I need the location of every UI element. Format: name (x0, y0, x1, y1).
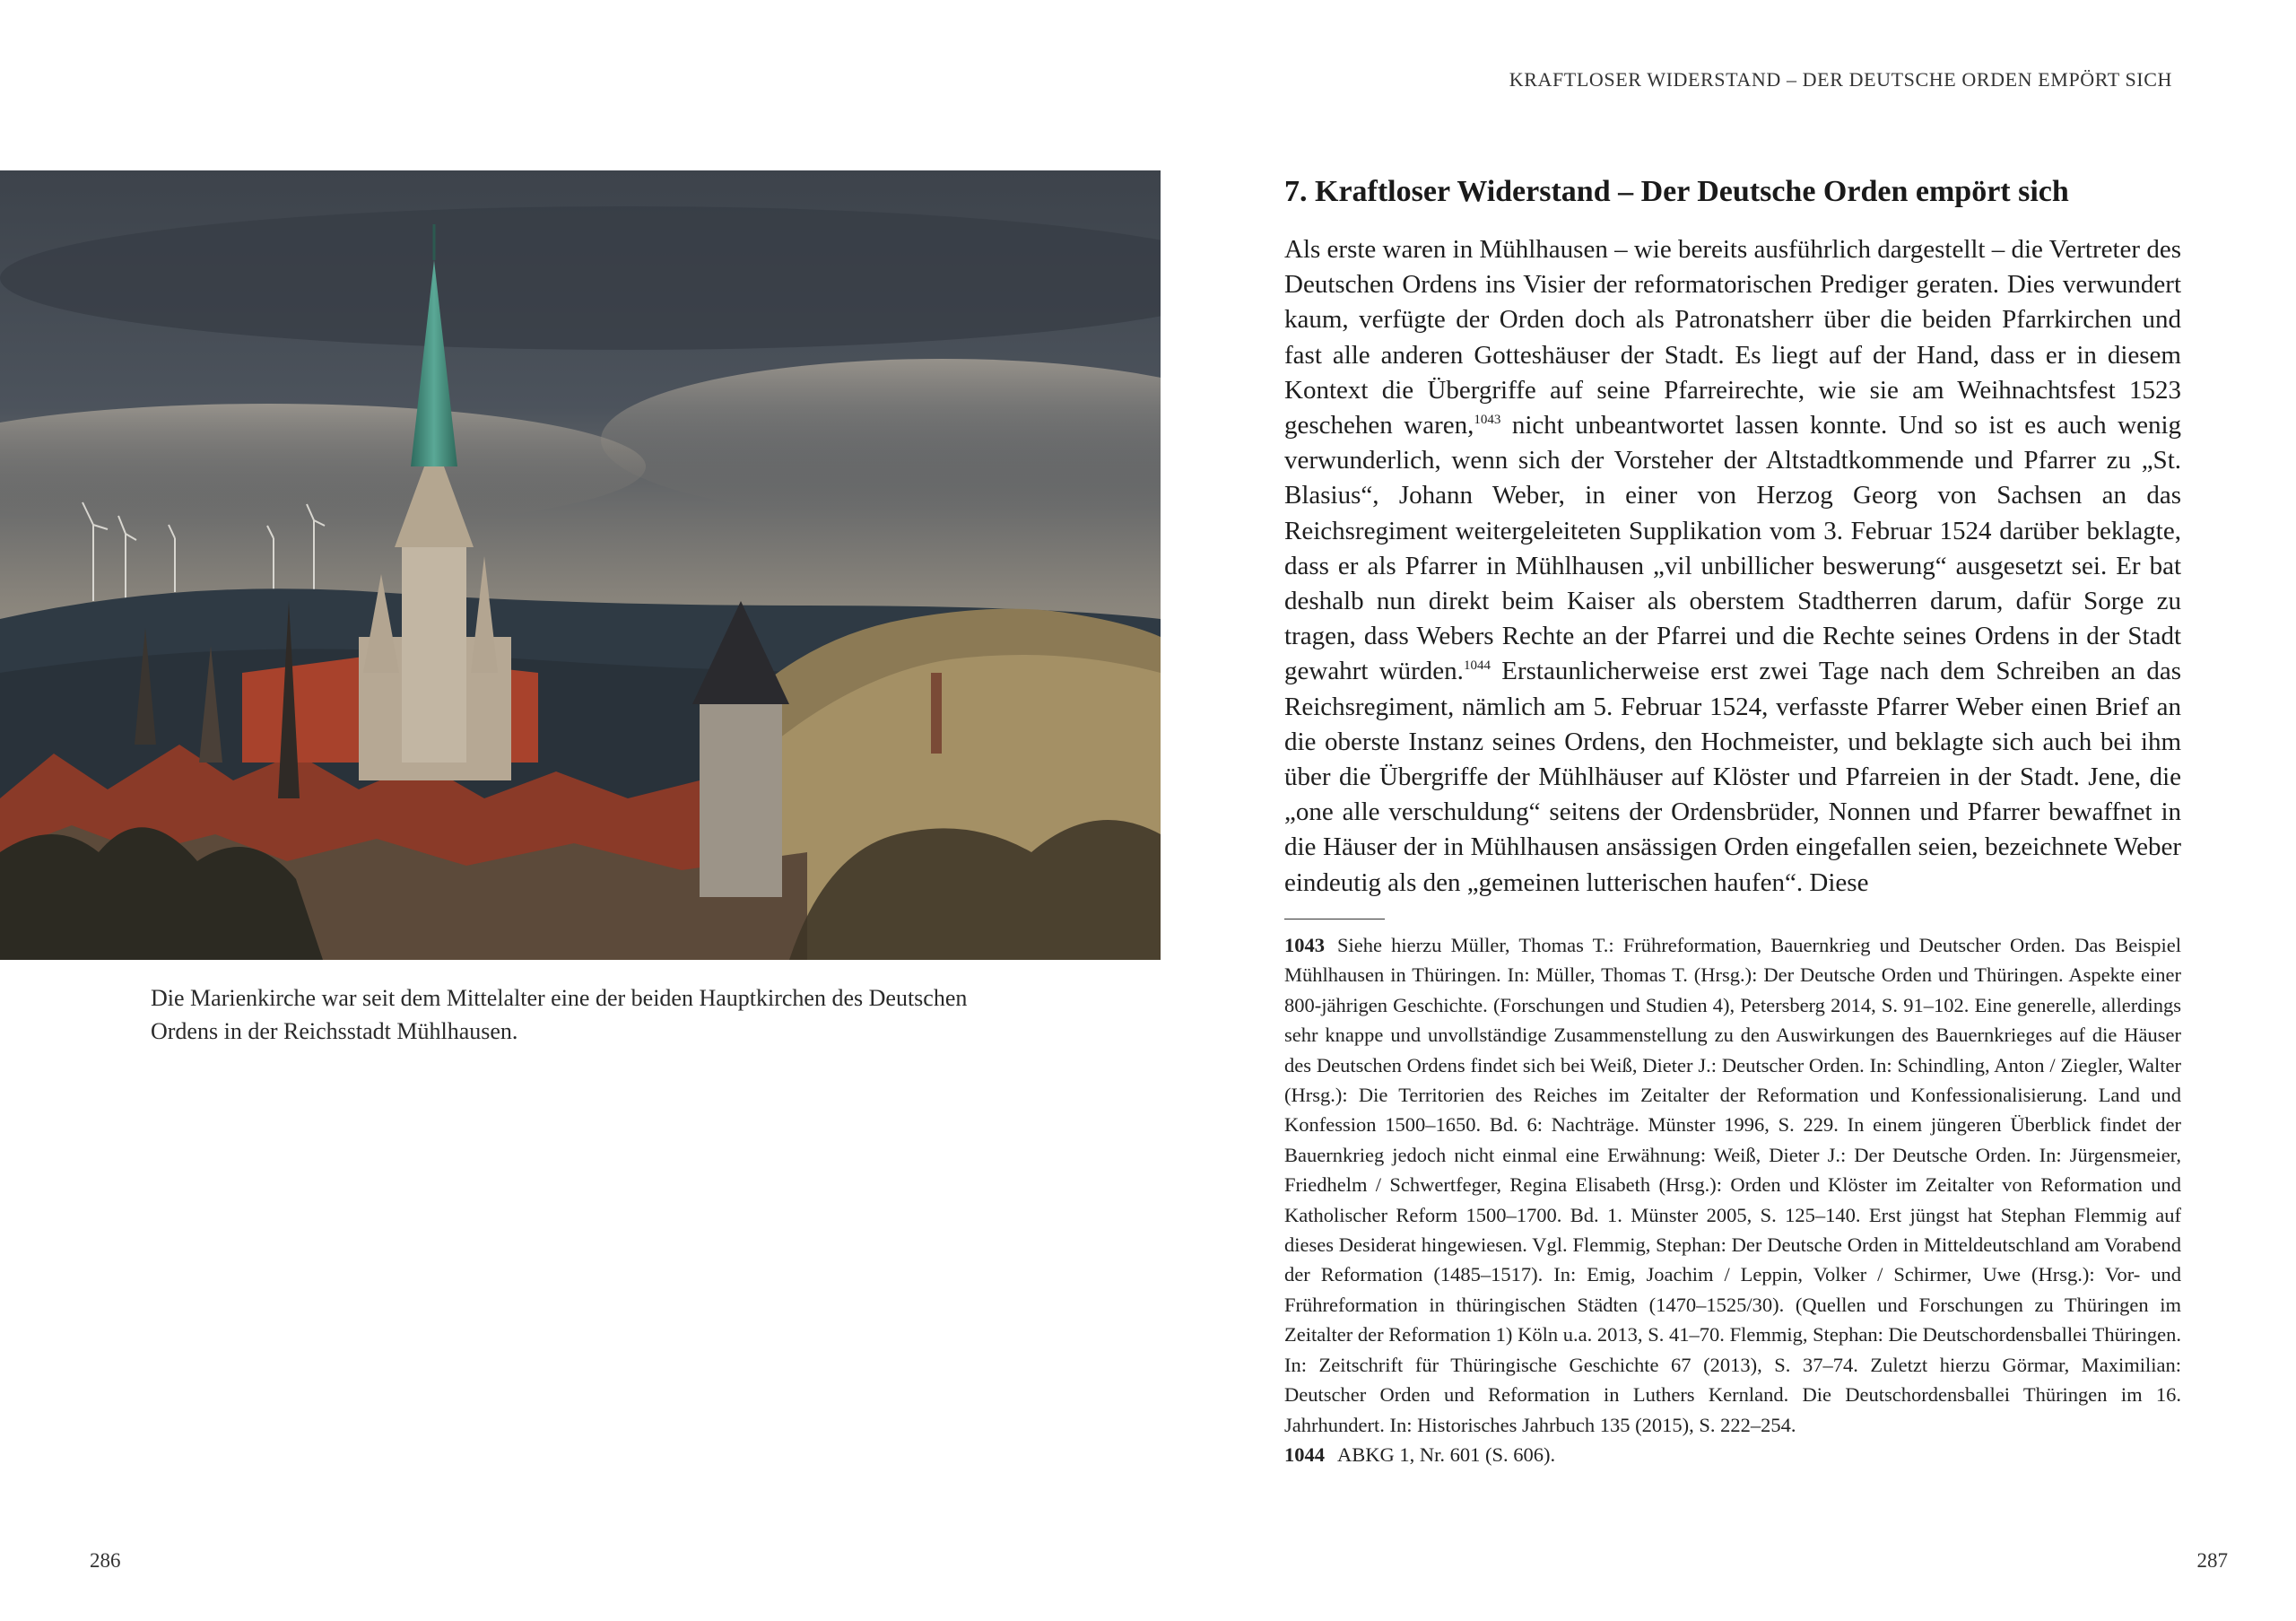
body-text (1284, 232, 2181, 901)
footnote-ref-1044[interactable]: 1044 (1463, 658, 1491, 674)
marienkirche-photo (0, 170, 1161, 960)
footnote-1044 (1284, 1440, 2181, 1469)
page-number-left: 286 (90, 1549, 121, 1572)
body-paragraph-part-3: Erstaunlicherweise erst zwei Tage nach dem Schreiben an das Reichsregiment, nämlich am 5. Februar 1524, verfasste Pfarrer Weber einen Brief an die oberste Instanz seines Ordens, den Hochmeister, und beklagte sich auch bei ihm über die Übergriffe der Mühlhäuser auf Klöster und Pfarreien in der Stadt. Jene, die „one alle verschuldung“ seitens der Ordensbrüder, Nonnen und Pfarrer bewaffnet in die Häuser der in Mühlhausen ansässigen Orden eingefallen seien, bezeichnete Weber eindeutig als den „gemeinen lutterischen haufen“. Diese (1284, 657, 2182, 897)
footnote-number: 1043 (1284, 934, 1325, 956)
page-number-right: 287 (2196, 1549, 2228, 1572)
footnote-ref-1043[interactable]: 1043 (1474, 413, 1501, 428)
photo-caption: Die Marienkirche war seit dem Mittelalter eine der beiden Hauptkirchen des Deutschen Ordens in der Reichsstadt Mühlhausen. (151, 985, 968, 1044)
body-paragraph-part-2: nicht unbeantwortet lassen konnte. Und so ist es auch wenig verwunderlich, wenn sich der Vorsteher der Altstadtkommende und Pfarrer zu „St. Blasius“, Johann Weber, in einer von Herzog Georg von Sachsen an das Reichsregiment weitergeleiteten Supplikation vom 3. Februar 1524 darüber beklagte, dass er als Pfarrer in Mühlhausen „vil unbillicher beswerung“ ausgesetzt sei. Er bat deshalb nun direkt beim Kaiser als oberstem Stadtherren darum, dafür Sorge zu tragen, dass Webers Rechte an der Pfarrei und die Rechte seines Ordens in der Stadt gewahrt würden. (1284, 411, 2181, 686)
body-paragraph-part-1: Als erste waren in Mühlhausen – wie bereits ausführlich dargestellt – die Vertreter des Deutschen Ordens ins Visier der reformatorischen Prediger geraten. Dies verwundert kaum, verfügte der Orden doch als Patronatsherr über die beiden Pfarrkirchen und fast alle anderen Gotteshäuser der Stadt. Es liegt auf der Hand, dass er in diesem Kontext die Übergriffe auf seine Pfarreirechte, wie sie am Weihnachtsfest 1523 geschehen waren, (1284, 235, 2181, 440)
running-header: KRAFTLOSER WIDERSTAND – DER DEUTSCHE ORDEN EMPÖRT SICH (1509, 68, 2172, 91)
footnote-number: 1044 (1284, 1442, 1325, 1466)
footnote-1043 (1284, 930, 2181, 1440)
footnote-text: ABKG 1, Nr. 601 (S. 606). (1337, 1442, 1556, 1466)
chapter-title: 7. Kraftloser Widerstand – Der Deutsche Orden empört sich (1284, 174, 2069, 208)
footnotes (1284, 930, 2181, 1469)
footnote-text: Siehe hierzu Müller, Thomas T.: Frühreformation, Bauernkrieg und Deutscher Orden. Das Beispiel Mühlhausen in Thüringen. In: Müller, Thomas T. (Hrsg.): Der Deutsche Orden und Thüringen. Aspekte einer 800-jährigen Geschichte. (Forschungen und Studien 4), Petersberg 2014, S. 91–102. Eine generelle, allerdings sehr knappe und unvollständige Zusammenstellung zu den Auswirkungen des Bauernkrieges auf die Häuser des Deutschen Ordens findet sich bei Weiß, Dieter J.: Deutscher Orden. In: Schindling, Anton / Ziegler, Walter (Hrsg.): Die Territorien des Reiches im Zeitalter der Reformation und Konfessionalisierung. Land und Konfession 1500–1650. Bd. 6: Nachträge. Münster 1996, S. 229. In einem jüngeren Überblick findet der Bauernkrieg jedoch nicht einmal eine Erwähnung: Weiß, Dieter J.: Der Deutsche Orden. In: Jürgensmeier, Friedhelm / Schwertfeger, Regina Elisabeth (Hrsg.): Orden und Klöster im Zeitalter von Reformation und Katholischer Reform 1500–1700. Bd. 1. Münster 2005, S. 125–140. Erst jüngst hat Stephan Flemmig auf dieses Desiderat hingewiesen. Vgl. Flemmig, Stephan: Der Deutsche Orden in Mitteldeutschland am Vorabend der Reformation (1485–1517). In: Emig, Joachim / Leppin, Volker / Schirmer, Uwe (Hrsg.): Vor- und Frühreformation in thüringischen Städten (1470–1525/30). (Quellen und Forschungen zu Thüringen im Zeitalter der Reformation 1) Köln u.a. 2013, S. 41–70. Flemmig, Stephan: Die Deutschordensballei Thüringen. In: Zeitschrift für Thüringische Geschichte 67 (2013), S. 37–74. Zuletzt hierzu Görmar, Maximilian: Deutscher Orden und Reformation in Luthers Kernland. Die Deutschordensballei Thüringen im 16. Jahrhundert. In: Historisches Jahrbuch 135 (2015), S. 222–254. (1284, 934, 2181, 1436)
